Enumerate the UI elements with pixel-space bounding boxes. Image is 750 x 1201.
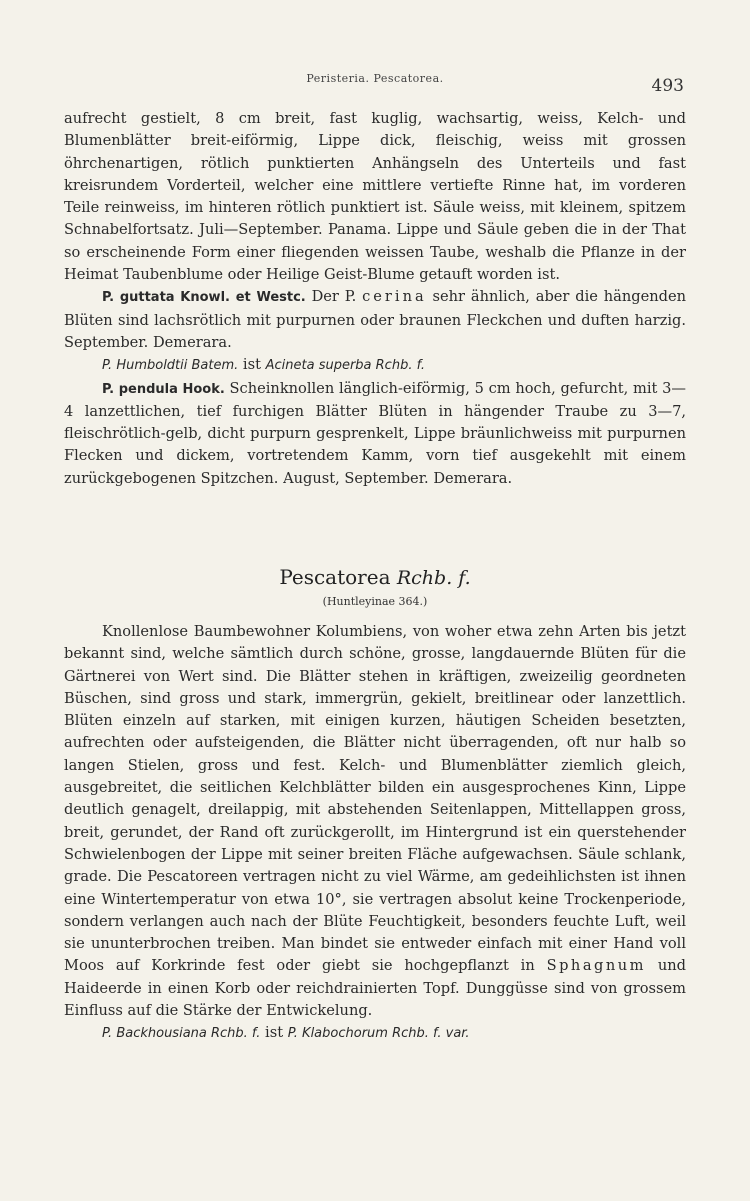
description-text: Knollenlose Baumbewohner Kolumbiens, von woher etwa zehn Arten bis jetzt bekannt sind, welche sämtlich durch schöne, grosse, langdauernde Blüten für die Gärtnerei von Wert sind. Die Blätter stehen in kräftigen, zweizeilig geordneten Büschen, sind gross und stark, immergrün, gekielt, breitlinear oder lanzettlich. Blüten einzeln auf starken, mit einigen kurzen, häutigen Scheiden besetzten, aufrechten oder aufsteigenden, die Blätter nicht überragenden, oft nur halb so langen Stielen, gross und fest. Kelch- und Blumenblätter ziemlich gleich, ausgebreitet, die seitlichen Kelchblätter bilden ein ausgesprochenes Kinn, Lippe deutlich genagelt, dreilappig, mit abstehenden Seitenlappen, Mittellappen gross, breit, gerundet, der Rand oft zurückgerollt, im Hintergrund ist ein querstehender Schwielenbogen der Lippe mit seiner breiten Fläche aufgewachsen. Säule schlank, grade. Die Pescatoreen vertragen nicht zu viel Wärme, am gedeihlichsten ist ihnen eine Wintertemperatur von etwa 10°, sie vertragen absolut keine Trockenperiode, sondern verlangen auch nach der Blüte Feuchtigkeit, besonders feuchte Luft, weil sie ununterbrochen treiben. Man bindet sie entweder einfach mit einer Hand voll Moos auf Korkrinde fest oder giebt sie hochgepflanzt in [64,623,686,975]
species-text: Scheinknollen länglich-eiförmig, 5 cm hoch, gefurcht, mit 3—4 lanzettlichen, tief furchigen Blätter Blüten in hängender Traube zu 3—7, fleischrötlich-gelb, dicht purpurn gesprenkelt, Lippe bräunlichweiss mit purpurnen Flecken und dickem, vortretendem Kamm, vorn tief ausgekehlt mit einem zurückgebogenen Spitzchen. August, September. Demerara. [64,379,686,487]
genus-description [64,621,686,1022]
synonym-name: P. Humboldtii Batem. [102,358,239,374]
synonym-target: Acineta superba Rchb. f. [265,358,426,374]
species-entry-pendula [64,378,686,490]
species-entry-guttata [64,286,686,354]
description-text: und Haideerde in einen Korb oder reichdrainierten Topf. Dunggüsse sind von grossem Einfluss auf die Stärke der Entwickelung. [64,957,686,1020]
running-head: Peristeria. Pescatorea. [306,72,444,85]
genus-heading [0,565,750,589]
peristeria-continuation: aufrecht gestielt, 8 cm breit, fast kuglig, wachsartig, weiss, Kelch- und Blumenblätter breit-eiförmig, Lippe dick, fleischig, weiss mit grossen öhrchenartigen, rötlich punktierten Anhängseln des Unterteils und fast kreisrundem Vorderteil, welcher eine mittlere vertiefte Rinne hat, im vorderen Teile reinweiss, im hinteren rötlich punktiert ist. Säule weiss, mit kleinem, spitzem Schnabelfortsatz. Juli—September. Panama. Lippe und Säule geben die in der That so erscheinende Form einer fliegenden weissen Taube, weshalb die Pflanze in der Heimat Taubenblume oder Heilige Geist-Blume getauft worden ist. [64,110,686,284]
peristeria-section [64,108,686,490]
synonym-connector: ist [238,356,266,374]
synonym-connector: ist [260,1024,288,1042]
pescatorea-section [64,621,686,1046]
genus-author: Rchb. f. [396,567,471,589]
species-name: P. guttata Knowl. et Westc. [102,290,306,306]
species-name: P. pendula Hook. [102,381,225,397]
spaced-reference: cerina [362,288,427,306]
synonym-target: P. Klabochorum Rchb. f. var. [287,1026,470,1042]
synonym-entry-backhousiana [64,1022,686,1045]
species-text: sehr ähnlich, aber die hängenden Blüten sind lachsrötlich mit purpurnen oder braunen Fleckchen und duften harzig. September. Demerara. [64,288,687,351]
spaced-term: Sphagnum [546,957,646,975]
genus-title: Pescatorea [279,565,391,589]
synonym-entry-humboldtii [64,354,686,377]
genus-subtitle: (Huntleyinae 364.) [322,595,428,608]
synonym-name: P. Backhousiana Rchb. f. [102,1026,261,1042]
page-number: 493 [651,76,684,96]
species-text: Der P. [305,288,363,306]
